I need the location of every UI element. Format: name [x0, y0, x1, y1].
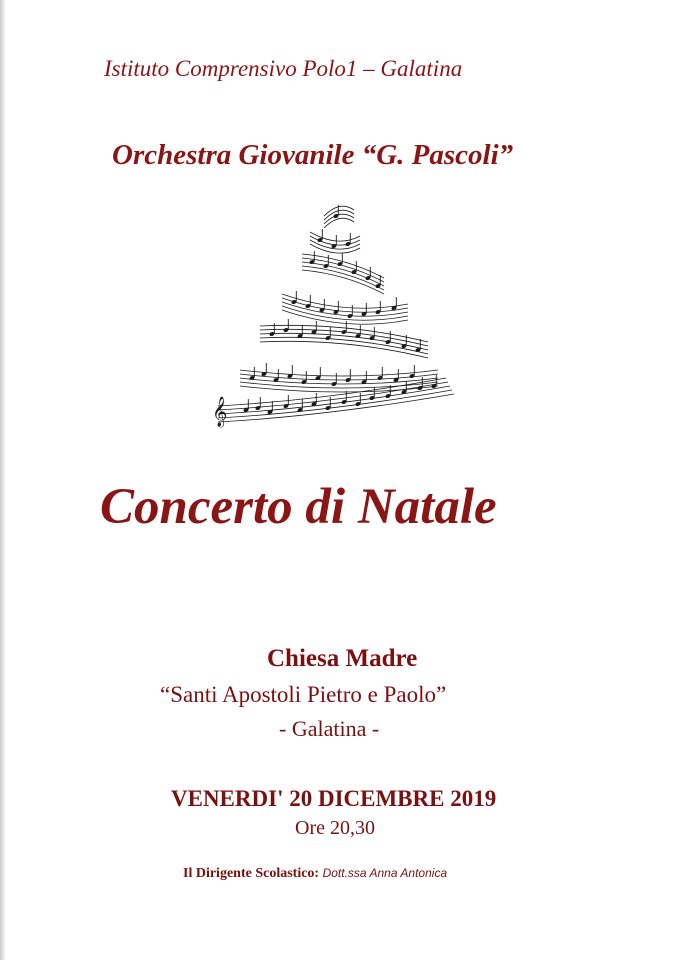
staff-tier-6	[310, 232, 360, 253]
venue-city: - Galatina -	[279, 716, 380, 741]
orchestra-name: Orchestra Giovanile “G. Pascoli”	[112, 139, 514, 171]
staff-tier-4	[282, 294, 408, 324]
concert-title: Concerto di Natale	[100, 479, 497, 535]
music-staff-christmas-tree-icon	[206, 192, 468, 438]
event-time: Ore 20,30	[295, 817, 375, 839]
venue-church: Chiesa Madre	[267, 645, 418, 672]
venue-church-name: “Santi Apostoli Pietro e Paolo”	[160, 682, 447, 707]
notes-tier-4	[291, 291, 397, 319]
page-edge-shadow	[0, 0, 6, 960]
treble-clef-icon: 𝄞	[212, 397, 228, 427]
event-date: VENERDI' 20 DICEMBRE 2019	[171, 786, 497, 811]
institute-name: Istituto Comprensivo Polo1 – Galatina	[104, 56, 463, 81]
principal-role: Il Dirigente Scolastico:	[183, 866, 320, 881]
staff-top	[324, 206, 354, 228]
principal-name: Dott.ssa Anna Antonica	[322, 866, 448, 880]
principal-signature	[183, 866, 447, 882]
